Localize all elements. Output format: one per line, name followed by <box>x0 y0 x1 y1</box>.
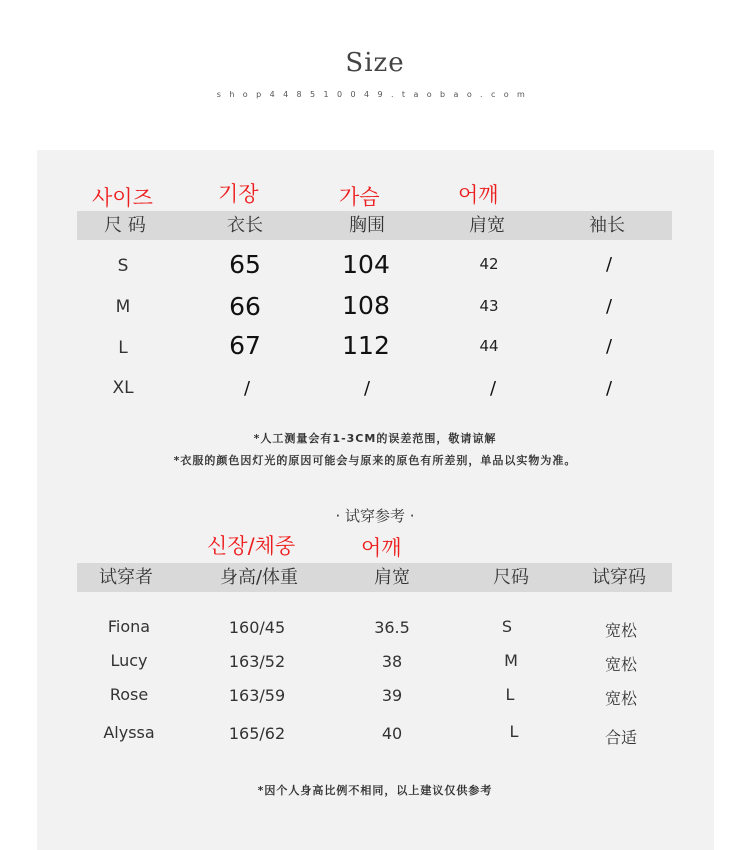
tester-name: Alyssa <box>103 723 155 742</box>
try-header-size: 尺码 <box>493 567 529 588</box>
color-note: *衣服的颜色因灯光的原因可能会与原来的原色有所差别，单品以实物为准。 <box>173 454 577 467</box>
shoulder-cell: 39 <box>381 686 403 705</box>
size-cell: L <box>505 685 515 704</box>
page-title: Size <box>345 48 405 78</box>
size-cell: M <box>115 297 131 317</box>
height-weight-cell: 160/45 <box>228 618 286 637</box>
chest-cell: 104 <box>342 250 390 279</box>
size-header-chest: 胸围 <box>349 215 385 236</box>
shoulder-cell: 44 <box>479 337 499 355</box>
fit-cell: 宽松 <box>604 621 637 640</box>
korean-label-shoulder: 어깨 <box>458 183 499 207</box>
try-header-fit: 试穿码 <box>592 567 646 588</box>
shoulder-cell: 42 <box>479 255 499 273</box>
shoulder-cell: 36.5 <box>374 618 410 637</box>
size-header-length: 衣长 <box>227 215 263 236</box>
fit-cell: 合适 <box>604 728 637 747</box>
size-cell: XL <box>112 378 134 398</box>
size-cell: S <box>117 256 129 276</box>
measurement-note: *人工测量会有1-3CM的误差范围，敬请谅解 <box>253 432 497 445</box>
tester-name: Lucy <box>110 651 148 670</box>
shoulder-cell: 38 <box>381 652 403 671</box>
tester-name: Fiona <box>107 617 151 636</box>
try-header-tester: 试穿者 <box>99 567 153 588</box>
height-weight-cell: 163/52 <box>228 652 286 671</box>
shoulder-cell: 40 <box>381 724 403 743</box>
tester-name: Rose <box>109 685 149 704</box>
length-cell: / <box>243 378 251 399</box>
korean-label-size: 사이즈 <box>92 186 153 210</box>
length-cell: 65 <box>229 250 261 279</box>
try-header-height-weight: 身高/体重 <box>219 567 299 588</box>
height-weight-cell: 165/62 <box>228 724 286 743</box>
chest-cell: 108 <box>342 291 390 320</box>
korean-label-height-weight: 신장/체중 <box>207 534 296 558</box>
try-header-shoulder: 肩宽 <box>374 567 410 588</box>
size-cell: M <box>504 651 518 670</box>
chest-cell: / <box>363 378 371 399</box>
sleeve-cell: / <box>605 296 613 317</box>
sleeve-cell: / <box>605 254 613 275</box>
length-cell: 67 <box>229 331 261 360</box>
fit-cell: 宽松 <box>604 689 637 708</box>
size-cell: L <box>118 338 128 358</box>
fit-cell: 宽松 <box>604 655 637 674</box>
shoulder-cell: / <box>489 378 497 399</box>
size-header-sleeve: 袖长 <box>589 215 625 236</box>
size-cell: L <box>509 722 519 741</box>
sleeve-cell: / <box>605 336 613 357</box>
reference-note: *因个人身高比例不相同，以上建议仅供参考 <box>257 784 493 797</box>
height-weight-cell: 163/59 <box>228 686 286 705</box>
size-cell: S <box>501 617 513 636</box>
length-cell: 66 <box>229 292 261 321</box>
try-reference-title: · 试穿参考 · <box>335 507 415 525</box>
chest-cell: 112 <box>342 331 390 360</box>
shoulder-cell: 43 <box>479 297 499 315</box>
shop-url: shop448510049.taobao.com <box>216 90 534 99</box>
korean-label-shoulder-2: 어깨 <box>361 536 402 560</box>
korean-label-chest: 가슴 <box>339 185 380 209</box>
sleeve-cell: / <box>605 378 613 399</box>
size-header-shoulder: 肩宽 <box>469 215 505 236</box>
korean-label-length: 기장 <box>218 182 259 206</box>
size-header-size: 尺 码 <box>104 215 146 236</box>
